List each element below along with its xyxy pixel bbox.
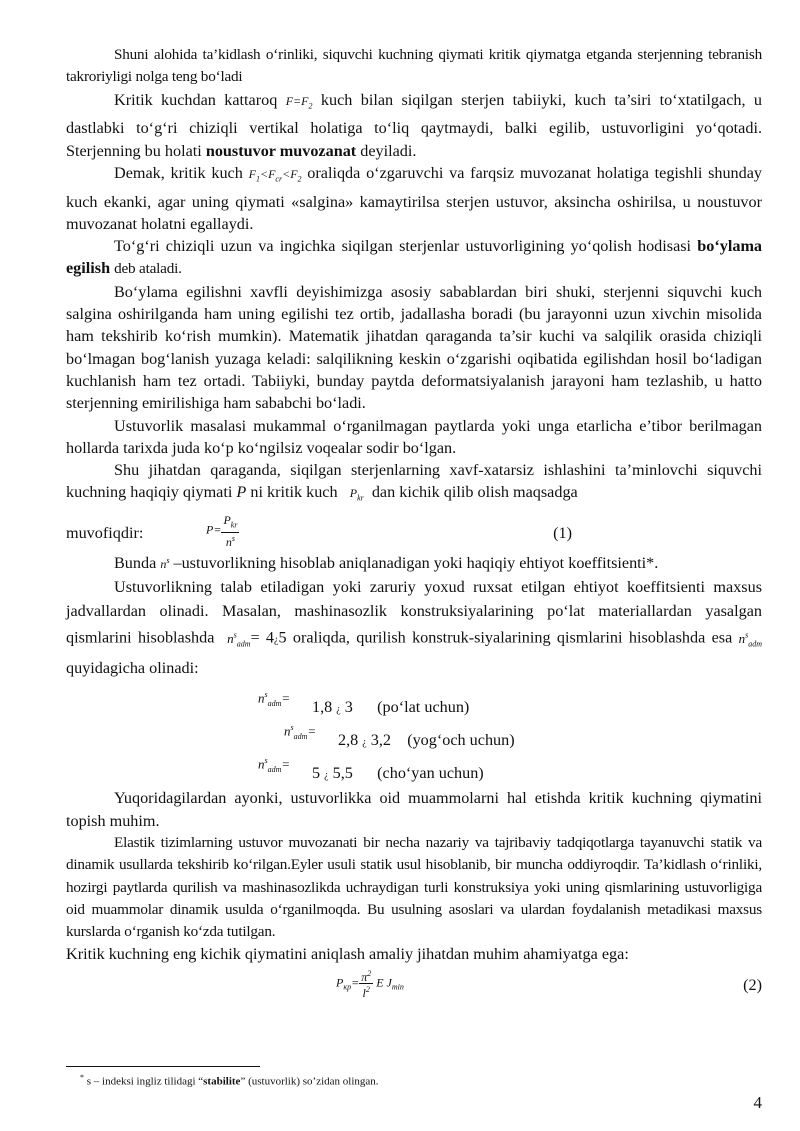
- paragraph-7: Shu jihatdan qaraganda, siqilgan sterjenlarning xavf-xatarsiz ishlashini ta’minlovchi siquvchi kuchning haqiqiy qiymati P ni kritik kuch $P_{kr}$ dan kichik qilib olish maqsadga: [66, 461, 762, 503]
- paragraph-10: Yuqoridagilardan ayonki, ustuvorlikka oid muammolarni hal etishda kritik kuchning qiymatini topish muhim.: [66, 789, 762, 830]
- equation-1: muvofiqdir: P= $\frac{P_{kr}}{n^s}$ (1): [66, 513, 572, 549]
- document-body: [66, 44, 762, 1012]
- paragraph-12: Kritik kuchning eng kichik qiymatini aniqlash amaliy jihatdan muhim ahamiyatga ega:: [66, 945, 629, 964]
- term-buckling: bo‘ylama egilish: [66, 237, 763, 278]
- paragraph-4: To‘g‘ri chiziqli uzun va ingichka siqilgan sterjenlar ustuvorligining yo‘qolish hodisasi bo‘ylama egilish deb ataladi.: [66, 237, 763, 278]
- paragraph-8: Bunda $n^s$ –ustuvorlikning hisoblab aniqlanadigan yoki haqiqiy ehtiyot koeffitsienti*.: [114, 554, 659, 573]
- formula-f-equals-f2: $F=F_2$: [285, 93, 313, 110]
- paragraph-3: Demak, kritik kuch $F_1<F_{cr}<F_2$ oraliqda o‘zgaruvchi va farqsiz muvozanat holatiga tegishli shunday kuch ekanki, agar uning qiymati «salgina» kamaytirilsa sterjen ustuvor, aksincha oshirilsa, u noustuvor muvozanat holatni egallaydi.: [66, 163, 763, 233]
- paragraph-11: Elastik tizimlarning ustuvor muvozanati bir necha nazariy va tajribaviy tadqiqotlarga tayanuvchi statik va dinamik usullarda tekshirib ko‘rilgan.Eyler usuli statik usul hisoblanib, bir muncha oddiyroqdir. Ta’kidlash o‘rinliki, hozirgi paytlarda qurilish va mashinasozlikda uchraydigan turli konstruksiya yoki uning qismlarining ustuvorligiga oid muammolar dinamik usulda o‘rganilmoqda. Bu usulning asoslari va ulardan foydalanish metadikasi maxsus kurslarda o‘rganish ko‘zda tutilgan.: [66, 833, 762, 941]
- page-number: 4: [753, 1093, 762, 1112]
- safety-factor-steel: $n^s_{adm}=$ 1,8 ¿ 3 (po‘lat uchun): [258, 690, 470, 717]
- formula-n-adm: $n^s_{adm}$: [227, 630, 251, 649]
- formula-p-kr: $P_{kr}$: [349, 486, 364, 503]
- paragraph-2: Kritik kuchdan kattaroq $F=F_2$ kuch bilan siqilgan sterjen tabiiyki, kuch ta’siri to‘xtatilgach, u dastlabki to‘g‘ri chiziqli vertikal holatiga to‘liq qaytmaydi, balki egilib, ustuvorligini yo‘qotadi. Sterjenning bu holati noustuvor muvozanat deyiladi.: [66, 90, 762, 160]
- equation-1-label: (1): [553, 524, 572, 543]
- safety-factor-wood: $n^s_{adm}=$ 2,8 ¿ 3,2 (yog‘och uchun): [284, 723, 515, 750]
- paragraph-5: Bo‘ylama egilishni xavfli deyishimizga asosiy sabablardan biri shuki, sterjenni siquvchi kuch salgina oshirilganda ham uning egilishi tez ortib, jadallasha boradi (bu jarayonni uzun xivchin misolida ham tekshirib ko‘rish mumkin). Matematik jihatdan qaraganda ta’sir kuchi va salqilik orasida chiziqli bo‘lmagan bog‘lanish yuzaga keladi: salqilikning keskin o‘zgarishi oqibatida egilishdan hosil bo‘ladigan kuchlanish ham tez ortadi. Tabiiyki, bunday paytda deformatsiyalanish jarayoni ham tezlashib, u hatto sterjenning emirilishiga ham sababchi bo‘ladi.: [66, 282, 762, 413]
- paragraph-6: Ustuvorlik masalasi mukammal o‘rganilmagan paytlarda yoki unga etarlicha e’tibor berilmagan hollarda tarixda juda ko‘p ko‘ngilsiz voqealar sodir bo‘lgan.: [66, 416, 762, 457]
- equation-2-label: (2): [743, 975, 762, 994]
- safety-factor-cast-iron: $n^s_{adm}=$ 5 ¿ 5,5 (cho‘yan uchun): [258, 756, 484, 783]
- formula-n-adm: $n^s_{adm}$: [738, 630, 763, 649]
- paragraph-9: Ustuvorlikning talab etiladigan yoki zaruriy yoxud ruxsat etilgan ehtiyot koeffitsienti maxsus jadvallardan olinadi. Masalan, mashinasozlik konstruksiyalarining po‘lat materiallardan yasalgan qismlarini hisoblashda $n^s_{adm}=$ 4¿5 oraliqda, qurilish konstruk-siyalarining qismlarini hisoblashda esa $n^s_{adm}$ quyidagicha olinadi:: [66, 578, 763, 678]
- equation-2: $P_{кр}=$ $\frac{\pi^2}{l^2}$ E $J_{min}$ (2): [336, 968, 762, 1000]
- formula-ns: $n^s$: [160, 556, 170, 572]
- formula-force-range: $F_1<F_{cr}<F_2$: [248, 166, 302, 184]
- paragraph-1: Shuni alohida ta’kidlash o‘rinliki, siquvchi kuchning qiymati kritik qiymatga etganda sterjenning tebranish takroriyligi nolga teng bo‘ladi: [66, 46, 762, 86]
- term-unstable-equilibrium: noustuvor muvozanat: [205, 141, 357, 160]
- footnote-separator: [66, 1066, 260, 1067]
- footnote: * s – indeksi ingliz tilidagi “stabilite” (ustuvorlik) so’zidan olingan.: [80, 1073, 379, 1088]
